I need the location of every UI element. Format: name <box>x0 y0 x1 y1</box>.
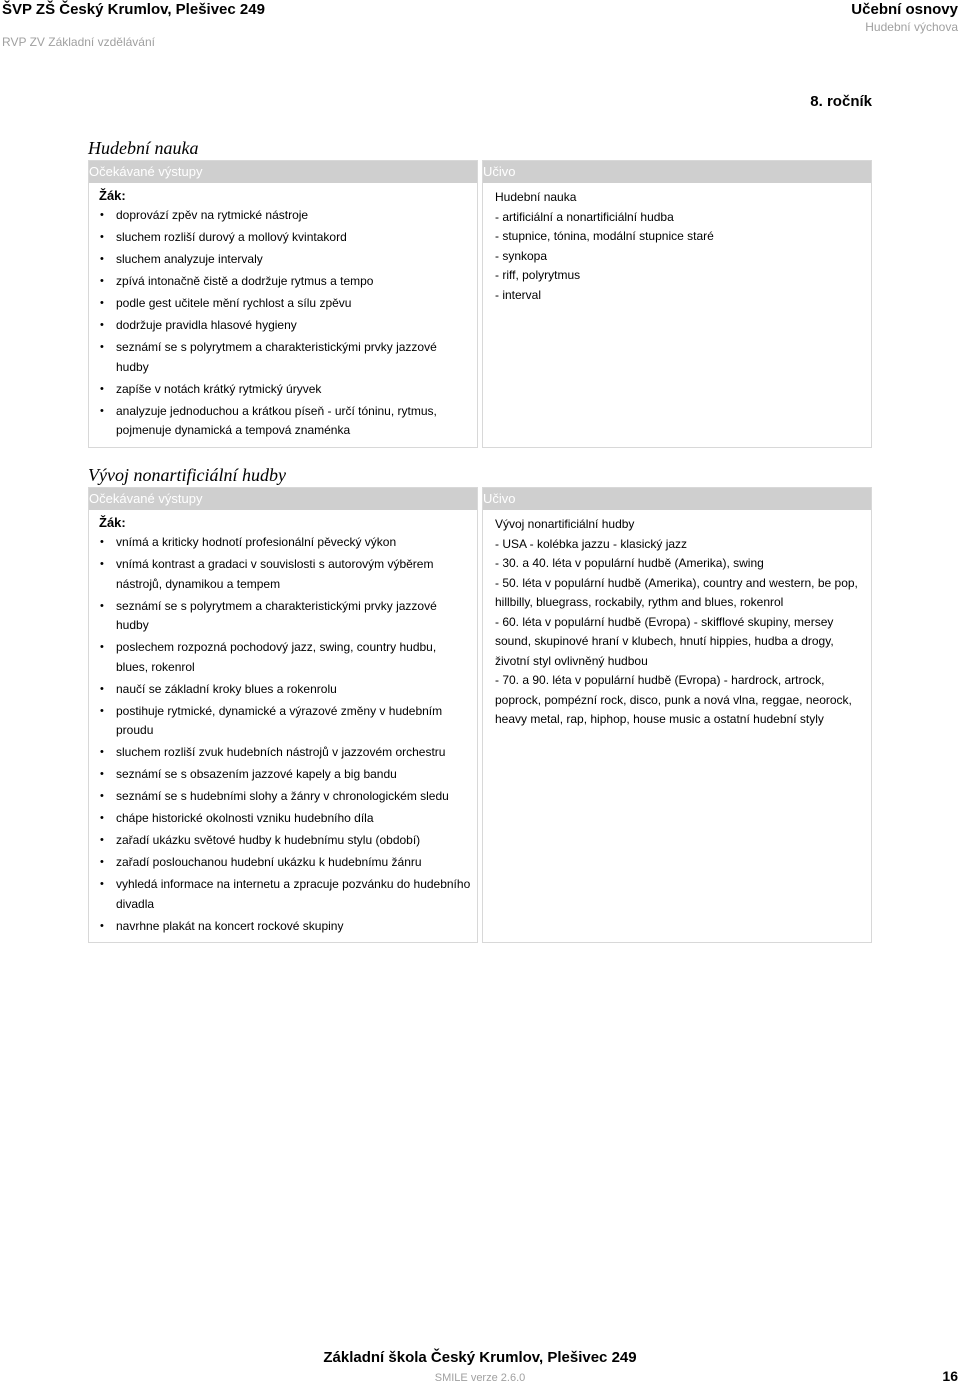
list-item: • seznámí se s polyrytmem a charakteristickými prvky jazzové hudby <box>99 597 471 636</box>
section-title: Vývoj nonartificiální hudby <box>88 465 286 485</box>
section-title: Hudební nauka <box>88 138 199 158</box>
list-item: • vnímá kontrast a gradaci v souvislosti s autorovým výběrem nástrojů, dynamikou a tempem <box>99 555 471 594</box>
list-item: • zařadí poslouchanou hudební ukázku k hudebnímu žánru <box>99 853 471 873</box>
list-item: • seznámí se s polyrytmem a charakteristickými prvky jazzové hudby <box>99 338 471 377</box>
list-item: - artificiální a nonartificiální hudba <box>495 209 674 224</box>
list-item: • dodržuje pravidla hlasové hygieny <box>99 316 471 336</box>
outcomes-header: Očekávané výstupy <box>89 488 477 510</box>
curriculum-header: Učivo <box>483 161 871 183</box>
curriculum-list <box>483 183 871 305</box>
page-number: 16 <box>942 1368 958 1384</box>
curriculum-header: Učivo <box>483 488 871 510</box>
section-table <box>88 487 872 943</box>
list-item: - USA - kolébka jazzu - klasický jazz <box>495 536 688 551</box>
list-item: • zapíše v notách krátký rytmický úryvek <box>99 380 471 400</box>
list-item: • seznámí se s obsazením jazzové kapely a big bandu <box>99 765 471 785</box>
header-doc-title: Učební osnovy <box>851 1 958 18</box>
outcomes-column <box>88 487 478 943</box>
header-program: RVP ZV Základní vzdělávání <box>2 35 155 49</box>
header-subject: Hudební výchova <box>865 20 958 34</box>
list-item: • analyzuje jednoduchou a krátkou píseň - určí tóninu, rytmus, pojmenuje dynamická a tempová znaménka <box>99 402 471 441</box>
header-school: ŠVP ZŠ Český Krumlov, Plešivec 249 <box>2 1 265 18</box>
list-item: Hudební nauka <box>495 190 577 204</box>
list-item: • chápe historické okolnosti vzniku hudebního díla <box>99 809 471 829</box>
section-table <box>88 160 872 448</box>
curriculum-column <box>482 487 872 943</box>
list-item: • sluchem rozliší durový a mollový kvintakord <box>99 228 471 248</box>
grade-label: 8. ročník <box>810 93 872 110</box>
outcomes-header: Očekávané výstupy <box>89 161 477 183</box>
student-label: Žák: <box>99 515 126 530</box>
list-item: • zpívá intonačně čistě a dodržuje rytmus a tempo <box>99 272 471 292</box>
list-item: - 30. a 40. léta v populární hudbě (Amerika), swing <box>495 556 764 570</box>
outcomes-list <box>89 206 477 451</box>
list-item: • naučí se základní kroky blues a rokenrolu <box>99 680 471 700</box>
list-item: - 50. léta v populární hudbě (Amerika), country and western, be pop, hillbilly, bluegrass, rockabily, rythm and blues, rokenrol <box>495 575 858 609</box>
footer-version: SMILE verze 2.6.0 <box>434 1372 526 1384</box>
list-item: • sluchem analyzuje intervaly <box>99 250 471 270</box>
list-item: • postihuje rytmické, dynamické a výrazové změny v hudebním proudu <box>99 702 471 741</box>
outcomes-list <box>89 533 477 947</box>
list-item: • vnímá a kriticky hodnotí profesionální pěvecký výkon <box>99 533 471 553</box>
list-item: • podle gest učitele mění rychlost a sílu zpěvu <box>99 294 471 314</box>
list-item: - 70. a 90. léta v populární hudbě (Evropa) - hardrock, artrock, poprock, pompézní rock, disco, punk a nová vlna, reggae, neorock, heavy metal, rap, hiphop, house music a ostatní hudební styly <box>495 673 852 726</box>
list-item: - 60. léta v populární hudbě (Evropa) - skifflové skupiny, mersey sound, skupinové hraní v klubech, hnutí hippies, hudba a drogy, životní styl ovlivněný hudbou <box>495 614 834 668</box>
list-item: • navrhne plakát na koncert rockové skupiny <box>99 917 471 937</box>
student-label: Žák: <box>99 188 126 203</box>
list-item: - riff, polyrytmus <box>495 268 581 282</box>
list-item: • sluchem rozliší zvuk hudebních nástrojů v jazzovém orchestru <box>99 743 471 763</box>
list-item: • zařadí ukázku světové hudby k hudebnímu stylu (období) <box>99 831 471 851</box>
list-item: • doprovází zpěv na rytmické nástroje <box>99 206 471 226</box>
list-item: - interval <box>495 287 542 302</box>
list-item: - synkopa <box>495 248 548 263</box>
curriculum-list <box>483 510 871 730</box>
list-item: • vyhledá informace na internetu a zpracuje pozvánku do hudebního divadla <box>99 875 471 914</box>
outcomes-column <box>88 160 478 448</box>
list-item: - stupnice, tónina, modální stupnice staré <box>495 229 714 243</box>
list-item: Vývoj nonartificiální hudby <box>495 517 635 531</box>
curriculum-column <box>482 160 872 448</box>
list-item: • seznámí se s hudebními slohy a žánry v chronologickém sledu <box>99 787 471 807</box>
footer-school: Základní škola Český Krumlov, Plešivec 249 <box>323 1349 637 1366</box>
list-item: • poslechem rozpozná pochodový jazz, swing, country hudbu, blues, rokenrol <box>99 638 471 677</box>
